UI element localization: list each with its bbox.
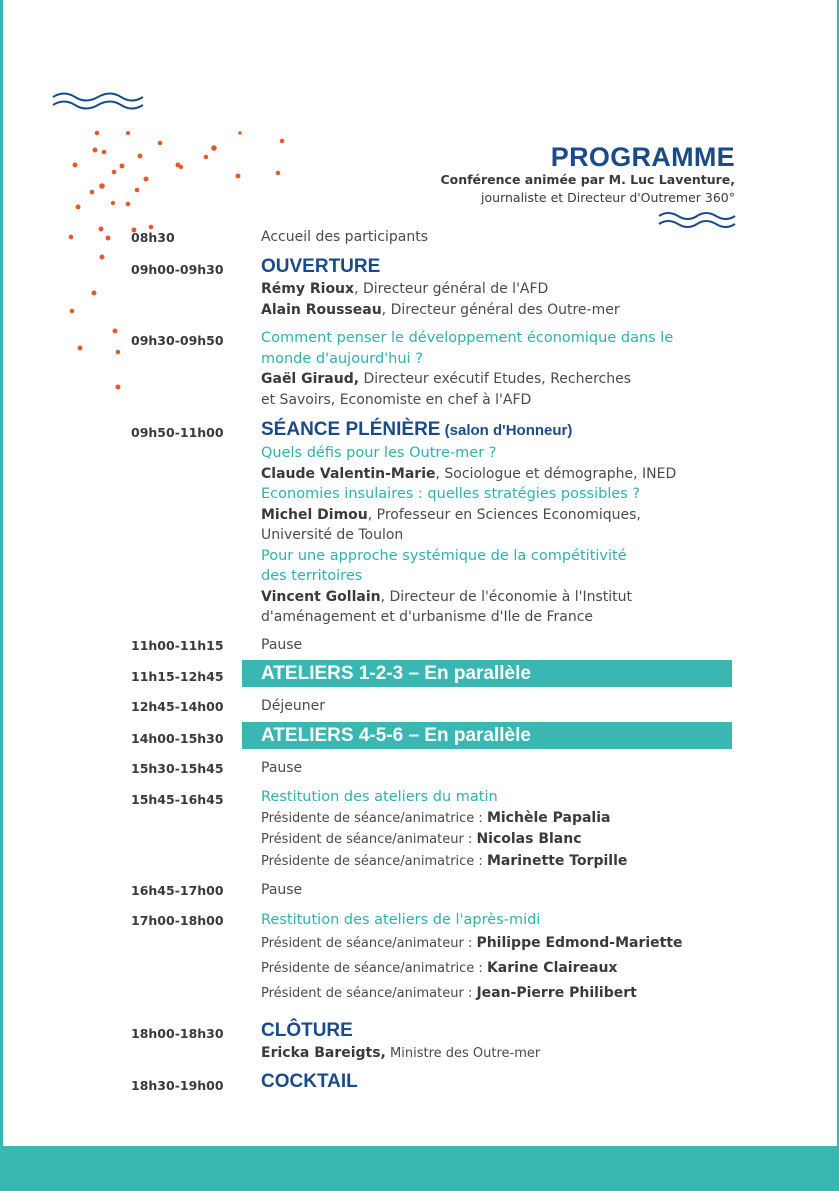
speaker-role: , Directeur de l'économie à l'Institut <box>380 588 633 605</box>
session-location: (salon d'Honneur) <box>440 422 573 439</box>
schedule-entry <box>261 1070 731 1094</box>
speaker-role: , Directeur général de l'AFD <box>354 281 549 297</box>
time-slot: 18h00-18h30 <box>131 1026 224 1041</box>
schedule-entry <box>261 787 731 872</box>
schedule-entry: Pause <box>261 637 303 653</box>
time-slot: 16h45-17h00 <box>131 883 224 898</box>
chair-label: Président de séance/animateur : <box>261 986 477 1001</box>
subtitle-line-2: journaliste et Directeur d'Outremer 360° <box>481 190 735 205</box>
session-title: SÉANCE PLÉNIÈRE <box>261 419 441 440</box>
topic: des territoires <box>261 568 363 584</box>
session-title: OUVERTURE <box>261 256 381 277</box>
speaker-role: Université de Toulon <box>261 527 404 543</box>
chair-name: Jean-Pierre Philibert <box>476 985 637 1001</box>
speaker-role: Directeur exécutif Etudes, Recherches <box>359 371 632 387</box>
topic: Comment penser le développement économique dans le <box>261 330 674 346</box>
topic: Pour une approche systémique de la compétitivité <box>261 547 627 564</box>
speaker-name: Gaël Giraud, <box>261 371 360 387</box>
schedule-entry: Accueil des participants <box>261 229 428 245</box>
speaker-role: , Sociologue et démographe, INED <box>435 465 677 482</box>
speaker-role: d'aménagement et d'urbanisme d'Ile de France <box>261 609 594 625</box>
schedule-entry <box>261 328 731 410</box>
time-slot: 09h50-11h00 <box>131 425 224 440</box>
speaker-role: , Professeur en Sciences Economiques, <box>367 506 641 523</box>
chair-name: Nicolas Blanc <box>476 831 582 847</box>
speaker-name: Vincent Gollain <box>261 588 381 605</box>
schedule-entry: Pause <box>261 760 303 776</box>
schedule-entry <box>261 1019 731 1065</box>
chair-label: Président de séance/animateur : <box>261 832 477 847</box>
speaker-name: Michel Dimou <box>261 506 368 523</box>
footer-band <box>0 1146 839 1191</box>
schedule-entry <box>261 255 731 320</box>
time-slot: 14h00-15h30 <box>131 731 224 746</box>
speaker-name: Claude Valentin-Marie <box>261 465 436 482</box>
chair-name: Philippe Edmond-Mariette <box>476 935 683 951</box>
schedule-entry: Pause <box>261 882 303 898</box>
time-slot: 08h30 <box>131 230 175 245</box>
time-slot: 09h30-09h50 <box>131 333 224 348</box>
workshop-bar: ATELIERS 4-5-6 – En parallèle <box>242 722 732 749</box>
speaker-role: Ministre des Outre-mer <box>385 1046 541 1061</box>
speaker-name: Alain Rousseau <box>261 301 382 318</box>
schedule-entry <box>261 418 731 628</box>
topic: Restitution des ateliers du matin <box>261 789 498 805</box>
topic: Restitution des ateliers de l'après-midi <box>261 912 541 928</box>
time-slot: 17h00-18h00 <box>131 913 224 928</box>
time-slot: 09h00-09h30 <box>131 262 224 277</box>
schedule-entry <box>261 909 731 1006</box>
chair-name: Karine Claireaux <box>486 960 618 976</box>
time-slot: 15h30-15h45 <box>131 761 224 776</box>
chair-label: Présidente de séance/animatrice : <box>261 853 487 869</box>
topic: monde d'aujourd'hui ? <box>261 350 423 367</box>
time-slot: 15h45-16h45 <box>131 792 224 807</box>
topic: Quels défis pour les Outre-mer ? <box>261 445 497 461</box>
chair-label: Président de séance/animateur : <box>261 936 477 951</box>
topic: Economies insulaires : quelles stratégies possibles ? <box>261 486 641 502</box>
speaker-name: Ericka Bareigts, <box>261 1045 386 1061</box>
workshop-bar: ATELIERS 1-2-3 – En parallèle <box>242 660 732 687</box>
chair-name: Michèle Papalia <box>486 809 611 826</box>
chair-name: Marinette Torpille <box>486 852 628 869</box>
subtitle-line-1: Conférence animée par M. Luc Laventure, <box>440 172 735 187</box>
time-slot: 18h30-19h00 <box>131 1078 224 1093</box>
speaker-role: et Savoirs, Economiste en chef à l'AFD <box>261 391 532 408</box>
time-slot: 11h00-11h15 <box>131 638 224 653</box>
session-title: COCKTAIL <box>261 1071 358 1092</box>
chair-label: Présidente de séance/animatrice : <box>261 810 487 826</box>
chair-label: Présidente de séance/animatrice : <box>261 961 487 976</box>
session-title: CLÔTURE <box>261 1020 353 1041</box>
time-slot: 11h15-12h45 <box>131 669 224 684</box>
page-title: PROGRAMME <box>550 142 735 172</box>
speaker-role: , Directeur général des Outre-mer <box>381 301 620 318</box>
speaker-name: Rémy Rioux <box>261 281 355 297</box>
schedule-entry: Déjeuner <box>261 698 326 714</box>
time-slot: 12h45-14h00 <box>131 699 224 714</box>
